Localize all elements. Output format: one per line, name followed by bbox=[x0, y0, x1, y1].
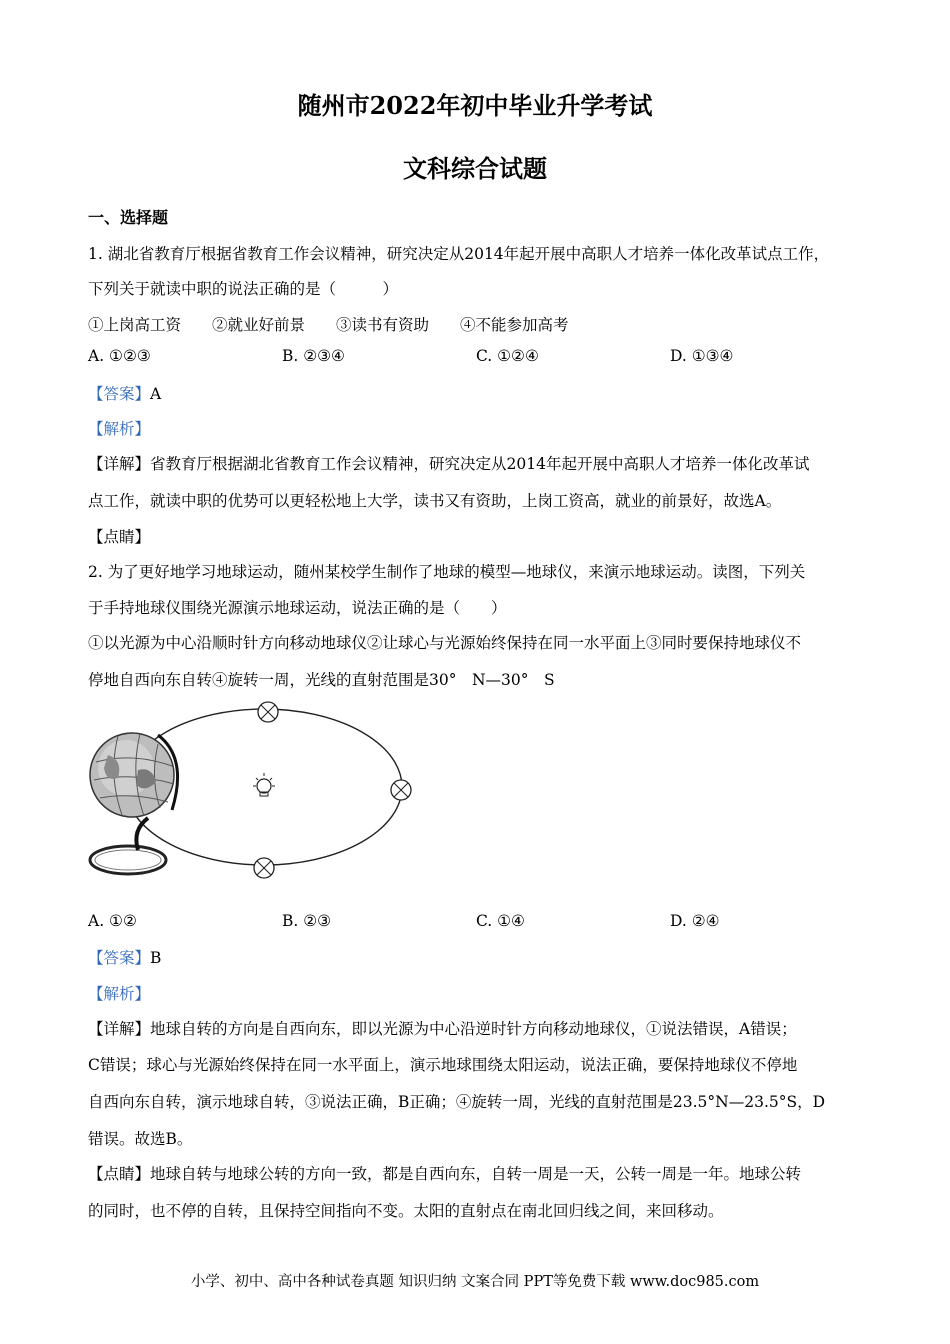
q1-items: ①上岗高工资 ②就业好前景 ③读书有资助 ④不能参加高考 bbox=[88, 316, 569, 334]
q2-detail-4: 错误。故选B。 bbox=[88, 1130, 193, 1148]
q2-detail-2: C错误；球心与光源始终保持在同一水平面上，演示地球围绕太阳运动，说法正确，要保持地球仪不停地 bbox=[88, 1056, 798, 1074]
q2-detail-1 bbox=[88, 1017, 797, 1039]
answer-value: B bbox=[150, 949, 162, 967]
q1-detail-2: 点工作，就读中职的优势可以更轻松地上大学，读书又有资助，上岗工资高，就业的前景好，故选A。 bbox=[88, 492, 782, 510]
q2-line-1: 2. 为了更好地学习地球运动，随州某校学生制作了地球的模型—地球仪，来演示地球运动。读图，下列关 bbox=[88, 563, 806, 581]
answer-value: A bbox=[150, 385, 162, 403]
q2-comment-2: 的同时，也不停的自转，且保持空间指向不变。太阳的直射点在南北回归线之间，来回移动。 bbox=[88, 1202, 724, 1220]
globe-on-stand-icon bbox=[90, 733, 178, 874]
q1-option-b: B. ②③④ bbox=[282, 347, 345, 365]
globe-position-bottom-icon bbox=[254, 858, 274, 878]
page-footer: 小学、初中、高中各种试卷真题 知识归纳 文案合同 PPT等免费下载 www.doc985.com bbox=[190, 1274, 760, 1290]
q2-line-3: ①以光源为中心沿顺时针方向移动地球仪②让球心与光源始终保持在同一水平面上③同时要保持地球仪不 bbox=[88, 634, 802, 652]
q2-option-d: D. ②④ bbox=[670, 912, 720, 930]
q2-analysis-tag: 【解析】 bbox=[88, 985, 151, 1003]
detail-text: 省教育厅根据湖北省教育工作会议精神，研究决定从2014年起开展中高职人才培养一体化改革试 bbox=[150, 455, 810, 473]
detail-tag: 【详解】 bbox=[88, 1020, 151, 1038]
q1-line-2: 下列关于就读中职的说法正确的是（ ） bbox=[88, 280, 399, 298]
page-title: 随州市2022年初中毕业升学考试 bbox=[297, 91, 653, 120]
detail-text: 地球自转的方向是自西向东，即以光源为中心沿逆时针方向移动地球仪，①说法错误，A错误； bbox=[150, 1020, 797, 1038]
q2-line-2: 于手持地球仪围绕光源演示地球运动，说法正确的是（ ） bbox=[88, 599, 507, 617]
page-subtitle: 文科综合试题 bbox=[403, 154, 547, 183]
comment-tag: 【点睛】 bbox=[88, 1165, 151, 1183]
light-bulb-icon bbox=[253, 773, 275, 796]
q1-option-d: D. ①③④ bbox=[670, 347, 734, 365]
q1-line-1: 1. 湖北省教育厅根据省教育工作会议精神，研究决定从2014年起开展中高职人才培养一体化改革试点工作， bbox=[88, 245, 830, 263]
q1-detail-1 bbox=[88, 452, 809, 474]
comment-text: 地球自转与地球公转的方向一致，都是自西向东，自转一周是一天，公转一周是一年。地球公转 bbox=[150, 1165, 802, 1183]
q1-answer-row bbox=[88, 382, 161, 404]
section-heading: 一、选择题 bbox=[88, 208, 169, 227]
q1-option-c: C. ①②④ bbox=[476, 347, 539, 365]
q2-detail-3: 自西向东自转，演示地球自转，③说法正确，B正确；④旋转一周，光线的直射范围是23.5°N—23.5°S，D bbox=[88, 1093, 826, 1111]
answer-tag: 【答案】 bbox=[88, 949, 151, 967]
q2-answer-row bbox=[88, 946, 161, 968]
q2-line-4: 停地自西向东自转④旋转一周，光线的直射范围是30° N—30° S bbox=[88, 671, 555, 689]
earth-orbit-figure bbox=[88, 700, 428, 890]
q1-option-a: A. ①②③ bbox=[88, 347, 151, 365]
q1-analysis-tag: 【解析】 bbox=[88, 420, 151, 438]
q2-option-c: C. ①④ bbox=[476, 912, 525, 930]
q2-option-b: B. ②③ bbox=[282, 912, 332, 930]
globe-position-right-icon bbox=[391, 780, 411, 800]
q2-option-a: A. ①② bbox=[88, 912, 137, 930]
answer-tag: 【答案】 bbox=[88, 385, 151, 403]
globe-position-top-icon bbox=[258, 702, 278, 722]
detail-tag: 【详解】 bbox=[88, 455, 151, 473]
q1-comment-tag: 【点睛】 bbox=[88, 528, 151, 546]
q2-comment-1 bbox=[88, 1162, 801, 1184]
